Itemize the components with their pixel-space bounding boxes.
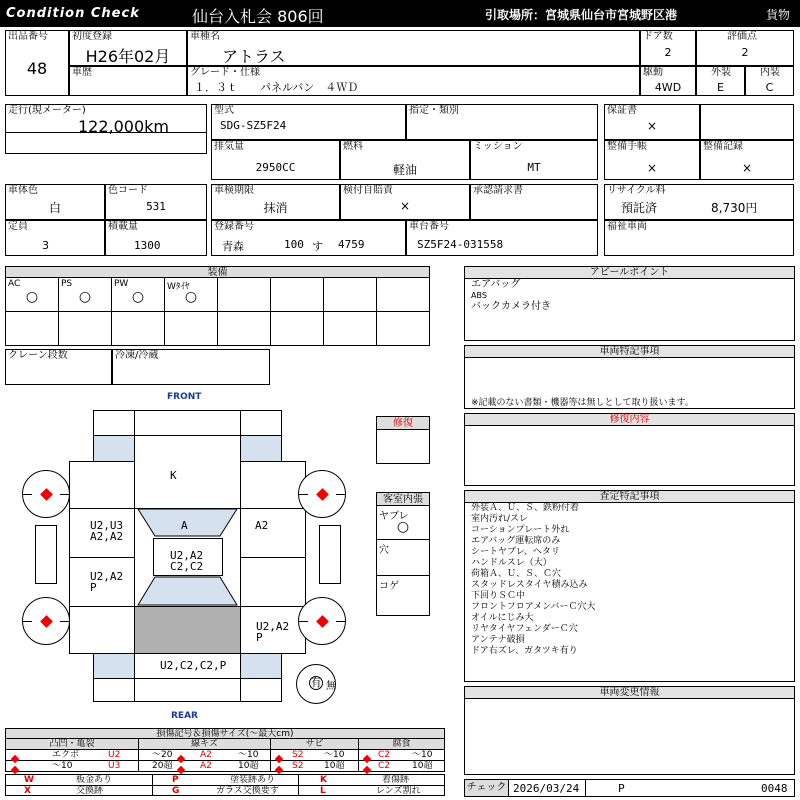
welfare-label: 福祉車両 — [607, 221, 647, 232]
check-date: 2026/03/24 — [513, 782, 580, 795]
designation-box — [406, 104, 598, 140]
brand-title: Condition Check — [6, 6, 140, 21]
right-taillight — [240, 653, 282, 679]
legend-dent-c1: エクボ — [52, 750, 80, 760]
repair-box — [376, 416, 430, 464]
car-name-label: 車種名 — [190, 31, 220, 42]
maint-record-box — [700, 140, 794, 180]
spare-tire-mark: 有 — [310, 676, 322, 689]
exterior-label: 外装 — [711, 67, 731, 78]
mileage-label: 走行(現メーター) — [8, 105, 86, 116]
exterior-box — [696, 66, 745, 96]
maint-record-label: 整備記録 — [703, 141, 743, 152]
interior-box — [745, 66, 794, 96]
color-code-box — [105, 184, 207, 220]
frame-value: SZ5F24-031558 — [417, 238, 504, 251]
exterior-value: E — [717, 81, 724, 94]
left-rear-wheel — [22, 597, 70, 645]
plate-number: 4759 — [338, 238, 365, 251]
code-p-text: 塗装跡あり — [230, 775, 276, 785]
legend-dent-r2: U3 — [108, 761, 121, 771]
legend-corrosion-r1: C2 — [378, 761, 391, 771]
code-p: P — [172, 775, 179, 785]
mileage-box — [5, 104, 207, 154]
plate-box — [211, 220, 406, 256]
mark-right-front: A2 — [255, 519, 269, 532]
mark-windshield: A — [181, 519, 188, 532]
color-code-label: 色コード — [108, 185, 148, 196]
note-line: 荷箱Ａ、Ｕ、Ｓ、Ｃ穴 — [471, 569, 562, 579]
model-box — [211, 104, 406, 140]
appeal-line: ABS — [471, 291, 487, 300]
legend-dent-r1: ～10 — [52, 761, 73, 771]
mark-left-rear-door: U2,A2 P — [90, 570, 124, 594]
note-line: 下回りＳＣ中 — [471, 591, 526, 601]
warranty-label: 保証書 — [607, 105, 637, 116]
left-taillight — [93, 653, 135, 679]
history-label: 車歴 — [72, 67, 92, 78]
plate-area: 青森 — [222, 240, 244, 253]
body-color-box — [5, 184, 105, 220]
front-label: FRONT — [167, 392, 202, 402]
refrig-box — [112, 349, 270, 385]
auction-title: 仙台入札会 806回 — [192, 7, 324, 26]
maintenance-box — [604, 140, 700, 180]
right-front-wheel — [298, 470, 346, 518]
rear-label: REAR — [171, 711, 198, 721]
mark-hood: K — [170, 469, 177, 482]
legend-scratch-r1: A2 — [200, 761, 212, 771]
change-panel — [464, 686, 795, 775]
equipment-title: 装備 — [5, 266, 430, 278]
legend-dent-name: 凸凹・亀裂 — [6, 739, 138, 749]
equip-mark-ac: ○ — [25, 289, 39, 305]
code-k: K — [320, 775, 327, 785]
legend-dent-c2: U2 — [108, 750, 121, 760]
legend-codes — [5, 774, 445, 796]
interior-value: C — [765, 81, 774, 94]
model-label: 型式 — [214, 105, 234, 116]
legend-scratch-name: 線キズ — [139, 739, 270, 749]
pickup-location: 引取場所：宮城県仙台市宮城野区港 — [485, 8, 678, 22]
spare-tire-none: 無 — [326, 681, 336, 692]
inspector-title: 査定特記事項 — [465, 491, 794, 503]
cabin-title: 客室内張 — [376, 492, 430, 506]
recycle-label: リサイクル料 — [607, 185, 666, 196]
body-color-label: 車体色 — [8, 185, 38, 196]
fuel-box — [340, 140, 470, 180]
score-box — [696, 30, 794, 66]
frame-box — [406, 220, 598, 256]
appeal-line: バックカメラ付き — [471, 301, 551, 312]
legend-panel — [5, 728, 445, 772]
car-name-value: アトラス — [222, 47, 286, 66]
rear-bumper-mid — [134, 678, 241, 702]
welfare-box — [604, 220, 794, 256]
front-bumper-center — [134, 410, 241, 436]
capacity-label: 定員 — [8, 221, 28, 232]
appeal-panel — [464, 266, 795, 341]
plate-kana: す — [312, 240, 323, 253]
note-line: シートヤブレ、ヘタリ — [471, 547, 560, 557]
lot-number-box — [5, 30, 69, 96]
note-line: コーションプレート外れ — [471, 525, 570, 535]
first-reg-box — [69, 30, 187, 66]
cabin-hole-label: 穴 — [379, 545, 389, 556]
maintenance-value: × — [646, 161, 658, 175]
note-line: オイルにじみ大 — [471, 613, 534, 623]
note-line: リヤタイヤフェンダーＣ穴 — [471, 624, 578, 634]
refrig-label: 冷凍/冷蔵 — [115, 350, 159, 361]
displacement-box — [211, 140, 340, 180]
cabin-box — [376, 492, 430, 616]
crane-label: クレーン段数 — [8, 350, 68, 361]
legend-rust-c1: S2 — [292, 750, 304, 760]
code-x: X — [24, 786, 31, 796]
code-l: L — [320, 786, 326, 796]
equip-label-wtire: Wﾀｲﾔ — [167, 282, 190, 292]
equip-mark-ps: ○ — [78, 289, 92, 305]
drive-value: 4WD — [654, 81, 682, 94]
history-box — [69, 66, 187, 96]
fuel-value: 軽油 — [392, 163, 417, 177]
rear-glass — [134, 576, 241, 606]
warranty-extra-box — [700, 104, 794, 140]
mission-box — [470, 140, 598, 180]
mark-rear-bumper: U2,C2,C2,P — [160, 659, 227, 672]
note-line: ハンドルスレ（大） — [471, 558, 552, 568]
cabin-tear-label: ヤブレ — [379, 511, 409, 522]
legend-scratch-c1: A2 — [200, 750, 212, 760]
front-bumper-right — [240, 410, 282, 436]
category-label: 貨物 — [766, 8, 791, 22]
cabin-tear-mark: ○ — [396, 519, 410, 535]
displacement-label: 排気量 — [214, 141, 244, 152]
maint-record-value: × — [741, 161, 753, 175]
plate-label: 登録番号 — [214, 221, 254, 232]
doors-label: ドア数 — [643, 31, 673, 42]
model-value: SDG-SZ5F24 — [220, 119, 287, 132]
hood-panel — [134, 435, 241, 509]
equipment-panel — [5, 266, 430, 346]
frame-label: 車台番号 — [409, 221, 449, 232]
note-line: 室内汚れ/スレ — [471, 514, 529, 524]
note-line: エアバッグ運転席のみ — [471, 536, 561, 546]
left-headlight — [93, 435, 135, 462]
first-reg-label: 初度登録 — [72, 31, 112, 42]
fuel-label: 燃料 — [343, 141, 363, 152]
inspector-notes — [471, 503, 596, 657]
inspection-box — [211, 184, 340, 220]
color-code-value: 531 — [146, 200, 166, 213]
legend-scratch-c2: ～10 — [238, 750, 259, 760]
check-label: チェック — [464, 779, 509, 797]
legend-rust-r2: 10超 — [324, 761, 345, 771]
recycle-fee: 8,730円 — [711, 201, 758, 215]
code-g: G — [172, 786, 180, 796]
trunk-panel — [134, 606, 241, 654]
change-title: 車両変更情報 — [465, 687, 794, 699]
special-title: 車両特記事項 — [465, 346, 794, 358]
approval-box — [470, 184, 598, 220]
left-mirror — [35, 525, 57, 584]
right-front-door — [240, 508, 306, 558]
code-w-text: 板金あり — [76, 775, 113, 785]
repair-title: 修復 — [376, 416, 430, 430]
special-panel — [464, 345, 795, 409]
appeal-line: エアバッグ — [471, 279, 521, 290]
right-rear-door — [240, 557, 306, 607]
legend-title: 損傷記号＆損傷サイズ(～最大cm) — [5, 728, 445, 739]
mileage-value: 122,000km — [78, 117, 170, 136]
lot-number-value: 48 — [26, 59, 48, 78]
capacity-box — [5, 220, 105, 256]
code-k-text: 着傷跡 — [382, 775, 410, 785]
displacement-value: 2950CC — [255, 161, 296, 174]
score-value: 2 — [741, 46, 749, 59]
inspection-label: 車検期限 — [214, 185, 254, 196]
equip-label-ac: AC — [8, 279, 21, 289]
mark-roof: U2,A2 C2,C2 — [170, 549, 204, 573]
maintenance-label: 整備手帳 — [607, 141, 647, 152]
score-label: 評価点 — [727, 31, 757, 42]
code-l-text: レンズ割れ — [376, 786, 421, 796]
right-front-fender — [240, 461, 306, 509]
note-line: ドア右ズレ、ガタツキ有り — [471, 646, 578, 656]
interior-label: 内装 — [760, 67, 780, 78]
approval-label: 承認請求書 — [473, 185, 523, 196]
appeal-title: アピールポイント — [465, 267, 794, 279]
recycle-status: 預託済 — [621, 201, 658, 215]
insurance-box — [340, 184, 470, 220]
mission-label: ミッション — [473, 141, 523, 152]
code-x-text: 交換跡 — [76, 786, 104, 796]
equip-mark-pw: ○ — [131, 289, 145, 305]
front-bumper-left — [93, 410, 135, 436]
doors-box — [640, 30, 696, 66]
crane-box — [5, 349, 112, 385]
grade-label: グレード・仕様 — [190, 67, 260, 78]
warranty-value: × — [646, 119, 658, 133]
inspector-panel — [464, 490, 795, 682]
check-number: 0048 — [761, 782, 788, 795]
drive-box — [640, 66, 696, 96]
right-mirror — [319, 525, 341, 584]
warranty-box — [604, 104, 700, 140]
plate-class: 100 — [284, 238, 304, 251]
mission-value: MT — [527, 161, 541, 174]
left-rear-fender — [69, 606, 135, 654]
note-line: アンテナ破損 — [471, 635, 525, 645]
load-label: 積載量 — [108, 221, 138, 232]
equip-mark-wtire: ○ — [184, 289, 198, 305]
capacity-value: 3 — [42, 239, 49, 252]
legend-corrosion-name: 腐食 — [359, 739, 444, 749]
grade-value: １．３ｔ パネルバン ４ＷＤ — [194, 81, 359, 94]
lot-number-label: 出品番号 — [8, 31, 48, 42]
legend-corrosion-r2: 10超 — [412, 761, 433, 771]
insurance-value: × — [399, 199, 411, 213]
code-w: W — [24, 775, 34, 785]
note-line: 外装Ａ、Ｕ、Ｓ、鉄粉付着 — [471, 503, 580, 513]
load-box — [105, 220, 207, 256]
rear-bumper-right — [240, 678, 282, 702]
legend-rust-name: サビ — [271, 739, 358, 749]
grade-box — [187, 66, 640, 96]
inspection-value: 抹消 — [263, 201, 288, 215]
equip-label-ps: PS — [61, 279, 73, 289]
recycle-box — [604, 184, 794, 220]
right-headlight — [240, 435, 282, 462]
repair-content-panel — [464, 413, 795, 486]
cabin-burn-label: コゲ — [379, 581, 399, 592]
right-rear-wheel — [298, 597, 346, 645]
drive-label: 駆動 — [643, 67, 663, 78]
special-note: ※記載のない書類・機器等は無しとして取り扱います。 — [471, 398, 694, 408]
legend-corrosion-c1: C2 — [378, 750, 391, 760]
check-footer — [464, 779, 795, 797]
left-front-fender — [69, 461, 135, 509]
legend-dent-c3: ～20 — [152, 750, 173, 760]
first-reg-value: H26年02月 — [85, 47, 171, 66]
code-g-text: ガラス交換要す — [216, 786, 279, 796]
rear-bumper-left — [93, 678, 135, 702]
mark-left-front: U2,U3 A2,A2 — [90, 519, 124, 543]
equip-label-pw: PW — [114, 279, 129, 289]
check-code: P — [618, 782, 625, 795]
left-front-wheel — [22, 470, 70, 518]
repair-content-title: 修復内容 — [465, 414, 794, 426]
note-line: フロントフロアメンバーＣ穴大 — [471, 602, 596, 612]
legend-dent-r3: 20超 — [152, 761, 173, 771]
legend-rust-c2: ～10 — [324, 750, 345, 760]
load-value: 1300 — [134, 239, 161, 252]
mark-right-rear: U2,A2 P — [256, 620, 290, 644]
legend-rust-r1: S2 — [292, 761, 304, 771]
car-name-box — [187, 30, 640, 66]
legend-corrosion-c2: ～10 — [412, 750, 433, 760]
doors-value: 2 — [664, 46, 672, 59]
header-bar — [0, 0, 800, 27]
legend-scratch-r2: 10超 — [238, 761, 259, 771]
body-color-value: 白 — [48, 201, 61, 215]
designation-label: 指定・類別 — [409, 105, 459, 116]
insurance-label: 検付自賠責 — [343, 185, 393, 196]
note-line: スタッドレスタイヤ積み込み — [471, 580, 588, 590]
